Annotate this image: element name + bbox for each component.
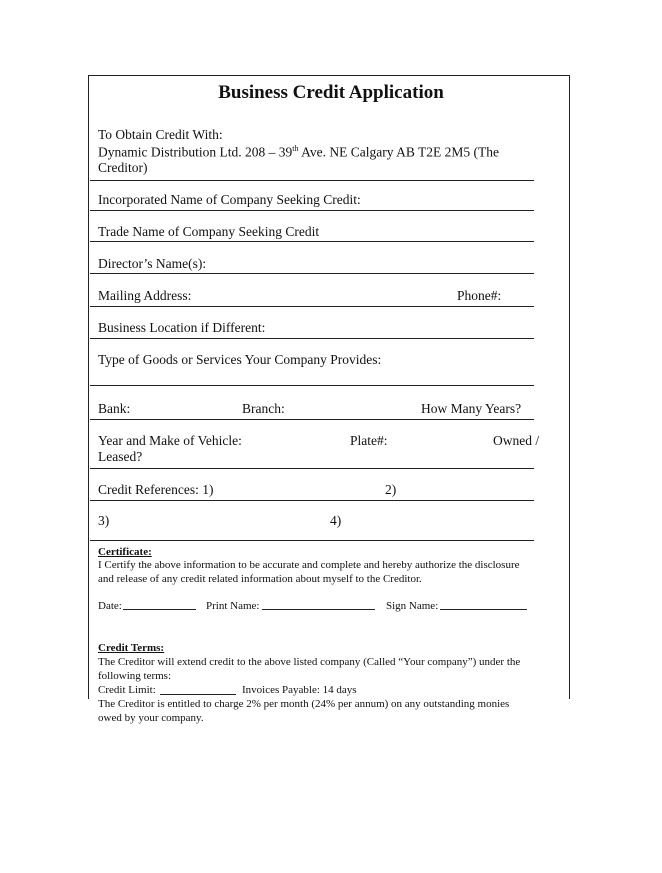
credit-reference-1[interactable]: Credit References: 1): [98, 482, 214, 497]
credit-limit-label: Credit Limit:: [98, 684, 156, 696]
creditor-address-cont: Creditor): [98, 160, 148, 175]
page-title: Business Credit Application: [218, 82, 444, 103]
credit-reference-3[interactable]: 3): [98, 513, 110, 528]
vehicle-field[interactable]: Year and Make of Vehicle:: [98, 433, 242, 448]
sign-name-input-line[interactable]: [440, 609, 527, 610]
credit-terms-text-2: following terms:: [98, 670, 172, 682]
date-label: Date:: [98, 600, 122, 612]
business-location-field[interactable]: Business Location if Different:: [98, 320, 266, 335]
plate-field[interactable]: Plate#:: [350, 433, 388, 448]
divider: [90, 419, 534, 420]
print-name-label: Print Name:: [206, 600, 260, 612]
phone-field[interactable]: Phone#:: [457, 288, 502, 303]
divider: [90, 273, 534, 274]
divider: [90, 180, 534, 181]
form-border: [88, 75, 570, 699]
divider: [90, 500, 534, 501]
trade-name-field[interactable]: Trade Name of Company Seeking Credit: [98, 224, 320, 239]
creditor-address: Dynamic Distribution Ltd. 208 – 39th Ave. NE Calgary AB T2E 2M5 (The: [98, 144, 499, 160]
branch-field[interactable]: Branch:: [242, 401, 285, 416]
obtain-credit-label: To Obtain Credit With:: [98, 127, 223, 142]
invoices-payable: Invoices Payable: 14 days: [242, 684, 357, 696]
certificate-heading: Certificate:: [98, 546, 152, 558]
years-field[interactable]: How Many Years?: [421, 401, 522, 416]
credit-terms-text-1: The Creditor will extend credit to the above listed company (Called “Your company”) under the: [98, 656, 521, 668]
leased-label: Leased?: [98, 449, 143, 464]
directors-name-field[interactable]: Director’s Name(s):: [98, 256, 207, 271]
credit-reference-4[interactable]: 4): [330, 513, 342, 528]
sign-name-label: Sign Name:: [386, 600, 439, 612]
bank-field[interactable]: Bank:: [98, 401, 131, 416]
credit-limit-input-line[interactable]: [160, 694, 236, 695]
credit-terms-heading: Credit Terms:: [98, 642, 165, 654]
credit-terms-text-5: owed by your company.: [98, 712, 204, 724]
divider: [90, 468, 534, 469]
divider: [90, 210, 534, 211]
certificate-text-2: and release of any credit related information about myself to the Creditor.: [98, 573, 422, 585]
date-input-line[interactable]: [123, 609, 196, 610]
mailing-address-field[interactable]: Mailing Address:: [98, 288, 192, 303]
credit-reference-2[interactable]: 2): [385, 482, 397, 497]
certificate-text-1: I Certify the above information to be accurate and complete and hereby authorize the disclosure: [98, 559, 520, 571]
divider: [90, 306, 534, 307]
print-name-input-line[interactable]: [262, 609, 375, 610]
divider: [90, 385, 534, 386]
owned-field[interactable]: Owned /: [493, 433, 540, 448]
divider: [90, 338, 534, 339]
credit-terms-text-4: The Creditor is entitled to charge 2% per month (24% per annum) on any outstanding monies: [98, 698, 510, 710]
goods-services-field[interactable]: Type of Goods or Services Your Company Provides:: [98, 352, 382, 367]
incorporated-name-field[interactable]: Incorporated Name of Company Seeking Credit:: [98, 192, 361, 207]
divider: [90, 241, 534, 242]
divider: [90, 540, 534, 541]
